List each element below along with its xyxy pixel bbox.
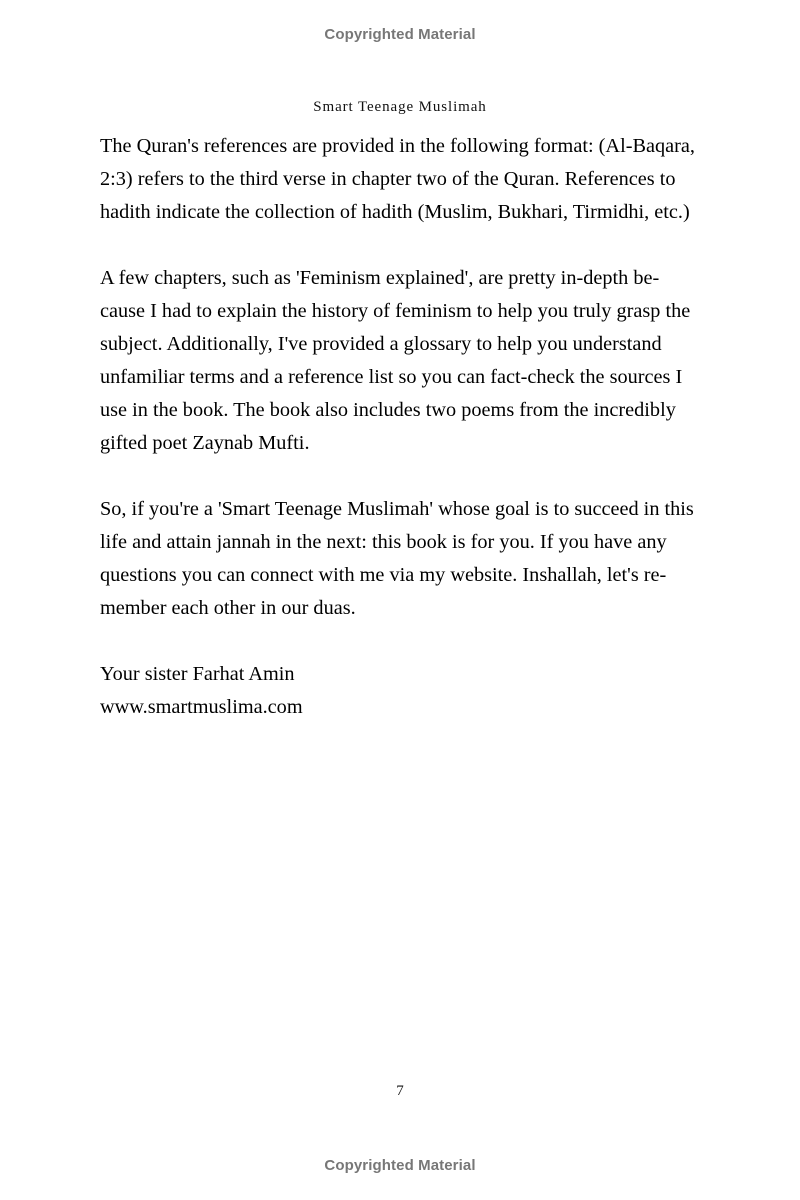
author-website-link[interactable]: www.smartmuslima.com (100, 696, 303, 718)
text-line: unfamiliar terms and a reference list so you can fact-check the sources I (100, 366, 683, 388)
paragraph-audience (100, 493, 710, 625)
text-line: life and attain jannah in the next: this book is for you. If you have any (100, 531, 667, 553)
text-line: 2:3) refers to the third verse in chapter two of the Quran. References to (100, 168, 676, 190)
copyright-watermark-top: Copyrighted Material (324, 26, 476, 43)
page-number: 7 (396, 1083, 404, 1099)
paragraph-chapters (100, 262, 710, 460)
text-line: cause I had to explain the history of feminism to help you truly grasp the (100, 300, 691, 322)
text-line: So, if you're a 'Smart Teenage Muslimah' whose goal is to succeed in this (100, 498, 694, 520)
paragraph-quran-references (100, 130, 710, 229)
running-header-title: Smart Teenage Muslimah (313, 99, 487, 115)
text-line: use in the book. The book also includes two poems from the incredibly (100, 399, 676, 421)
text-line: gifted poet Zaynab Mufti. (100, 432, 310, 454)
text-line: The Quran's references are provided in the following format: (Al-Baqara, (100, 135, 695, 157)
text-line: A few chapters, such as 'Feminism explained', are pretty in-depth be- (100, 267, 660, 289)
text-line: member each other in our duas. (100, 597, 356, 619)
signature-block (100, 658, 710, 724)
signature-name: Your sister Farhat Amin (100, 663, 295, 685)
page-body (100, 130, 710, 757)
text-line: subject. Additionally, I've provided a glossary to help you understand (100, 333, 662, 355)
copyright-watermark-bottom: Copyrighted Material (324, 1157, 476, 1174)
text-line: hadith indicate the collection of hadith (Muslim, Bukhari, Tirmidhi, etc.) (100, 201, 690, 223)
text-line: questions you can connect with me via my website. Inshallah, let's re- (100, 564, 667, 586)
